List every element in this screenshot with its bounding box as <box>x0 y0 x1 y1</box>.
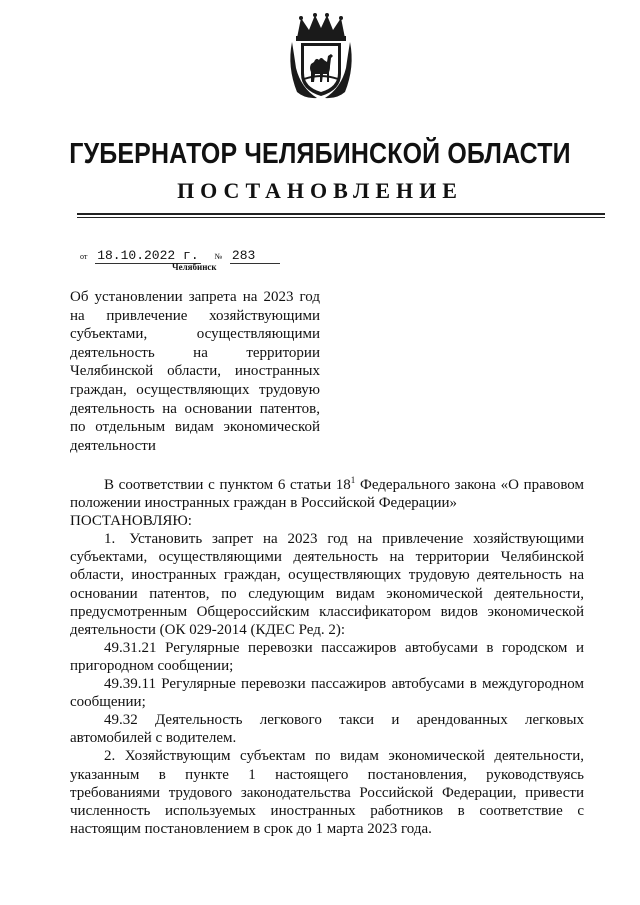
document-type: ПОСТАНОВЛЕНИЕ <box>177 178 463 203</box>
decree-word: ПОСТАНОВЛЯЮ: <box>70 513 192 530</box>
number-prefix: № <box>214 252 223 261</box>
city-name: Челябинск <box>172 262 217 272</box>
document-body <box>70 476 584 838</box>
document-number: 283 <box>230 248 280 264</box>
coat-of-arms-icon <box>287 12 355 102</box>
document-subject: Об установлении запрета на 2023 год на привлечение хозяйствующими субъектами, осуществляющими деятельность на территории Челябинской области, иностранных граждан, осуществляющих трудовую деятельность на основании патентов, по отдельным видам экономической деятельности <box>70 289 320 454</box>
header-divider-thick <box>77 213 605 215</box>
item-1: 1. Установить запрет на 2023 год на привлечение хозяйствующими субъектами, осуществляющими деятельность на территории Челябинской области, иностранных граждан, осуществляющих трудовую деятельность на основании патентов, по следующим видам экономической деятельности, предусмотренным Общероссийским классификатором видов экономической деятельности (ОК 029-2014 (КДЕС Ред. 2): <box>70 531 584 638</box>
code-item: 49.39.11 Регулярные перевозки пассажиров автобусами в междугородном сообщении; <box>70 676 584 711</box>
preamble: В соответствии с пунктом 6 статьи $18^1$ Федерального закона «О правовом положении иностранных граждан в Российской Федерации» <box>70 475 585 512</box>
code-item: 49.31.21 Регулярные перевозки пассажиров автобусами в городском и пригородном сообщении; <box>70 639 584 674</box>
governor-title: ГУБЕРНАТОР ЧЕЛЯБИНСКОЙ ОБЛАСТИ <box>69 138 571 170</box>
header-divider-thin <box>77 217 605 218</box>
code-item: 49.32 Деятельность легкового такси и арендованных легковых автомобилей с водителем. <box>70 712 585 747</box>
date-prefix: от <box>80 252 88 261</box>
item-2: 2. Хозяйствующим субъектам по видам экономической деятельности, указанным в пункте 1 настоящего постановления, руководствуясь требованиями трудового законодательства Российской Федерации, привести численность используемых иностранных работников в соответствие с настоящим постановлением в срок до 1 марта 2023 года. <box>70 748 584 837</box>
document-date: 18.10.2022 г. <box>97 248 199 263</box>
